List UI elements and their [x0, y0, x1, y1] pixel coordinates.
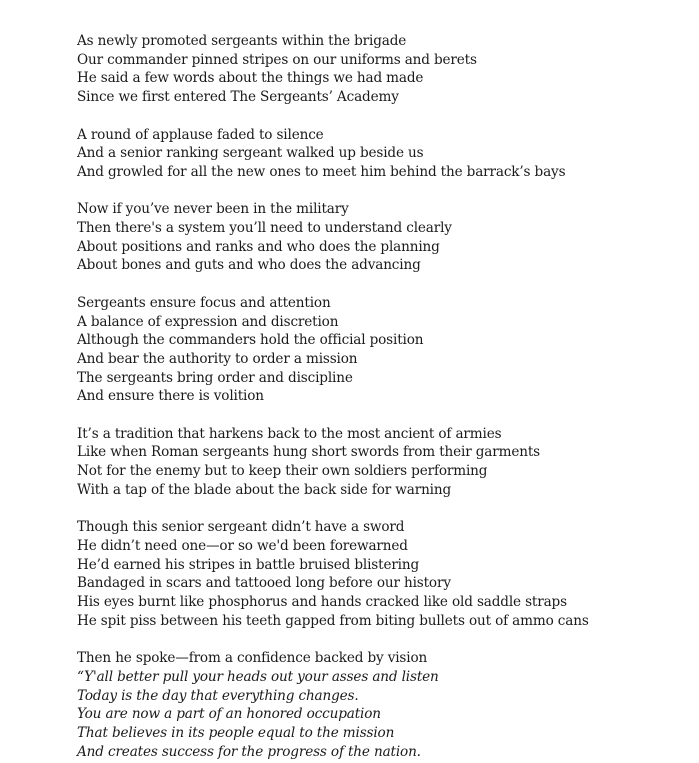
poem-line: Though this senior sergeant didn’t have a sword	[77, 519, 405, 536]
poem-line: A balance of expression and discretion	[77, 313, 339, 330]
poem-line: And growled for all the new ones to meet him behind the barrack’s bays	[77, 163, 566, 180]
stanza-1	[77, 32, 677, 107]
poem-line: Sergeants ensure focus and attention	[77, 294, 331, 311]
stanza-7	[77, 649, 677, 761]
poem-line: The sergeants bring order and discipline	[77, 369, 353, 386]
poem-line: Then there's a system you’ll need to understand clearly	[77, 220, 452, 236]
poem-line-italic: That believes in its people equal to the mission	[77, 724, 395, 741]
poem-body	[77, 32, 677, 761]
poem-line: About positions and ranks and who does the planning	[77, 238, 440, 255]
stanza-6	[77, 518, 677, 630]
poem-line: About bones and guts and who does the advancing	[77, 257, 421, 274]
stanza-5	[77, 425, 677, 500]
poem-line: Although the commanders hold the official position	[77, 332, 424, 349]
stanza-4	[77, 294, 677, 406]
poem-line: He didn’t need one—or so we'd been forewarned	[77, 537, 408, 554]
poem-line: And a senior ranking sergeant walked up beside us	[77, 145, 424, 162]
poem-line: His eyes burnt like phosphorus and hands cracked like old saddle straps	[77, 594, 567, 611]
poem-line: As newly promoted sergeants within the brigade	[77, 33, 407, 49]
stanza-3	[77, 200, 677, 275]
poem-line-italic: And creates success for the progress of the nation.	[77, 743, 421, 760]
poem-line-italic: “Y'all better pull your heads out your asses and listen	[77, 668, 439, 685]
poem-line: A round of applause faded to silence	[77, 126, 324, 143]
poem-line: Bandaged in scars and tattooed long before our history	[77, 575, 451, 592]
poem-line: It’s a tradition that harkens back to the most ancient of armies	[77, 425, 502, 442]
poem-line: Since we first entered The Sergeants’ Academy	[77, 89, 399, 106]
poem-line-italic: You are now a part of an honored occupation	[77, 706, 381, 723]
poem-line: Now if you’ve never been in the military	[77, 201, 349, 218]
poem-line: And bear the authority to order a mission	[77, 350, 358, 367]
poem-line: He’d earned his stripes in battle bruised blistering	[77, 556, 420, 573]
poem-line: He spit piss between his teeth gapped from biting bullets out of ammo cans	[77, 612, 589, 629]
poem-line: Not for the enemy but to keep their own soldiers performing	[77, 463, 488, 480]
poem-line: And ensure there is volition	[77, 388, 264, 405]
stanza-2	[77, 126, 677, 182]
poem-line: Like when Roman sergeants hung short swords from their garments	[77, 444, 540, 461]
poem-line: With a tap of the blade about the back side for warning	[77, 481, 452, 498]
poem-line: Our commander pinned stripes on our uniforms and berets	[77, 51, 477, 68]
poem-line: Then he spoke—from a confidence backed by vision	[77, 650, 428, 667]
poem-line-italic: Today is the day that everything changes.	[77, 687, 359, 704]
poem-line: He said a few words about the things we had made	[77, 70, 424, 87]
